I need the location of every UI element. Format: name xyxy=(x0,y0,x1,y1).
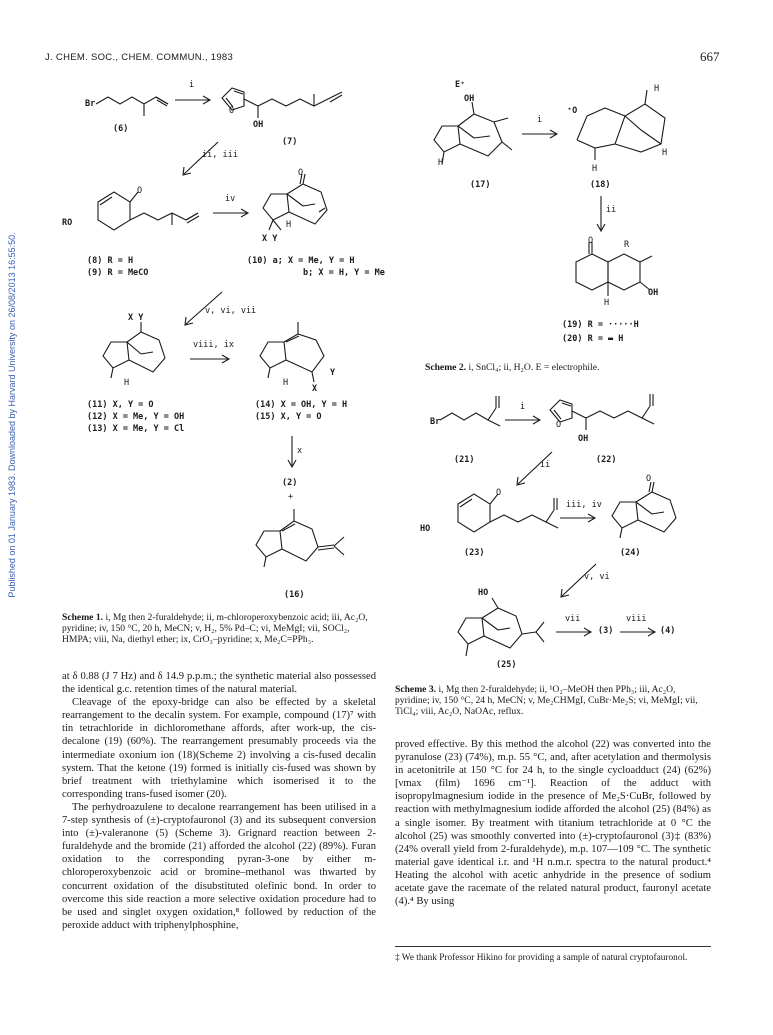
scheme2-arrow-ii-label: ii xyxy=(606,205,617,215)
h-18-top: H xyxy=(654,84,660,94)
compound-23-label: (23) xyxy=(464,548,485,558)
scheme3-arrow-vii xyxy=(556,624,596,638)
h-18-right: H xyxy=(662,148,668,158)
scheme-2-caption-title: Scheme 2. xyxy=(425,362,467,373)
compound-13-label: (13) X = Me, Y = Cl xyxy=(87,424,185,434)
right-column-text xyxy=(395,738,711,908)
compound-10b-label: b; X = H, Y = Me xyxy=(303,268,385,278)
scheme3-arrow-viii-label: viii xyxy=(626,614,647,624)
compound-6-label: (6) xyxy=(113,124,129,134)
br-21: Br xyxy=(430,417,441,427)
arrow-i xyxy=(175,92,215,106)
oh-22: OH xyxy=(578,434,589,444)
label-br: Br xyxy=(85,99,96,109)
ho-25: HO xyxy=(478,588,489,598)
h-19: H xyxy=(604,298,610,308)
scheme-3-caption-title: Scheme 3. xyxy=(395,684,437,695)
xy-11: X Y xyxy=(128,313,144,323)
paragraph-2: Cleavage of the epoxy-bridge can also be effected by a skeletal rearrangement to the decalin system. For example, compound (17)⁷ with tin tetrachloride in dichloromethane affords, after work-up, the cis-decalone (19) (60%). The rearrangement presumably proceeds via the intermediate oxonium ion (18)(Scheme 2) involving a cis-fused decalin system. That the ketone (19) formed is initially cis-fused was shown by brief treatment with triethylamine which isomerised it to the corresponding trans-fused isomer (20). xyxy=(62,697,376,800)
compound-7-label: (7) xyxy=(282,137,298,147)
electrophile-label: E⁺ xyxy=(455,80,466,90)
scheme-1-caption-title: Scheme 1. xyxy=(62,612,104,623)
arrow-ii-iii-label: ii, iii xyxy=(202,150,238,160)
oh-7: OH xyxy=(253,120,264,130)
compound-20-label: (20) R = ▬ H xyxy=(562,334,624,344)
furan-oxygen-22: O xyxy=(556,420,562,430)
arrow-viii-ix-label: viii, ix xyxy=(193,340,234,350)
compound-17-label: (17) xyxy=(470,180,491,190)
left-column-text xyxy=(62,670,376,932)
structure-18 xyxy=(565,86,685,176)
structure-23 xyxy=(438,484,578,554)
compound-2-label: (2) xyxy=(282,478,298,488)
download-watermark: Published on 01 January 1983. Downloaded by Harvard University on 26/08/2013 16:55:50. xyxy=(7,232,17,598)
structure-11-13 xyxy=(95,320,185,400)
scheme3-arrow-v-vi-label: v, vi xyxy=(584,572,610,582)
structure-24 xyxy=(604,478,694,558)
scheme3-arrow-ii-label: ii xyxy=(540,460,551,470)
compound-9-label: (9) R = MeCO xyxy=(87,268,149,278)
arrow-iv-label: iv xyxy=(225,194,236,204)
arrow-i-label: i xyxy=(189,80,195,90)
y-14: Y xyxy=(330,368,336,378)
scheme-2-caption xyxy=(425,362,725,373)
scheme3-arrow-i-label: i xyxy=(520,402,526,412)
footnote: ‡ We thank Professor Hikino for providing a sample of natural cryptofauronol. xyxy=(395,953,688,963)
scheme-1-caption xyxy=(62,612,374,646)
compound-18-label: (18) xyxy=(590,180,611,190)
r-group: R xyxy=(624,240,630,250)
scheme2-arrow-i-label: i xyxy=(537,115,543,125)
paragraph-3: The perhydroazulene to decalone rearrangement has been utilised in a 7-step synthesis of (±)-cryptofauronol (3) and its subsequent conversion into (±)-valeranone (5) (Scheme 3). Grignard reaction between 2-furaldehyde and the bromide (21) afforded the alcohol (22) (89%). Furan oxidation to the corresponding pyran-3-one by either m-chloroperoxybenzoic acid or bromine–methanol was thwarted by concurrent oxidation of the disubstituted olefinic bond. In order to overcome this side reaction a more selective oxidation procedure had to be used and singlet oxygen oxidation,⁸ followed by reduction of the peroxide adduct with triphenylphosphine, xyxy=(62,801,376,931)
structure-8-9 xyxy=(78,182,218,252)
journal-header: J. CHEM. SOC., CHEM. COMMUN., 1983 xyxy=(45,52,234,63)
ketone-oxygen-24: O xyxy=(646,474,652,484)
ketone-oxygen-19: O xyxy=(588,236,594,246)
scheme3-arrow-viii xyxy=(620,624,660,638)
oxonium-label: ⁺O xyxy=(567,106,578,116)
compound-25-label: (25) xyxy=(496,660,517,670)
pyranone-oxygen-23: O xyxy=(496,488,502,498)
scheme3-arrow-iii-iv xyxy=(560,510,600,524)
structure-7 xyxy=(218,78,378,133)
h-18: H xyxy=(592,164,598,174)
structure-6 xyxy=(96,80,176,120)
arrow-v-vi-vii-label: v, vi, vii xyxy=(205,306,257,316)
h-11: H xyxy=(124,378,130,388)
h-10: H xyxy=(286,220,292,230)
plus-sign: + xyxy=(288,492,294,502)
structure-16 xyxy=(248,505,358,585)
h-14: H xyxy=(283,378,289,388)
page-number: 667 xyxy=(700,49,720,64)
structure-22 xyxy=(546,392,686,452)
h-17: H xyxy=(438,158,444,168)
structure-19-20 xyxy=(568,244,678,324)
compound-3-label: (3) xyxy=(598,626,614,636)
compound-10a-label: (10) a; X = Me, Y = H xyxy=(247,256,355,266)
scheme-1-caption-text: i, Mg then 2-furaldehyde; ii, m-chloroperoxybenzoic acid; iii, Ac₂O, pyridine; iv, 150 °C, 20 h, MeCN; v, H₂, 5% Pd–C; vi, MeMgI; vii, SOCl₂, HMPA; viii, Na, diethyl ether; ix, CrO₃–pyridine; x, Me₂C=PPh₃. xyxy=(62,612,368,646)
arrow-viii-ix xyxy=(190,351,234,365)
scheme-3-caption-text: i, Mg then 2-furaldehyde; ii, ¹O₂–MeOH then PPh₃; iii, Ac₂O, pyridine; iv, 150 °C, 24 h, MeCN; v, Me₂CHMgI, CuBr·Me₂S; vi, MeMgI; vii, TiCl₄; viii, Ac₂O, NaOAc, reflux. xyxy=(395,684,698,718)
compound-22-label: (22) xyxy=(596,455,617,465)
oh-19: OH xyxy=(648,288,659,298)
furan-oxygen: O xyxy=(229,106,235,116)
scheme2-arrow-i xyxy=(522,126,562,140)
arrow-iv xyxy=(213,205,253,219)
compound-8-label: (8) R = H xyxy=(87,256,134,266)
compound-4-label: (4) xyxy=(660,626,676,636)
compound-14-label: (14) X = OH, Y = H xyxy=(255,400,348,410)
compound-19-label: (19) R = ·····H xyxy=(562,320,639,330)
compound-16-label: (16) xyxy=(284,590,305,600)
arrow-x-label: x xyxy=(297,446,303,456)
compound-24-label: (24) xyxy=(620,548,641,558)
scheme3-arrow-i xyxy=(505,412,545,426)
scheme3-arrow-vii-label: vii xyxy=(565,614,581,624)
compound-12-label: (12) X = Me, Y = OH xyxy=(87,412,185,422)
paragraph-4: proved effective. By this method the alcohol (22) was converted into the pyranulose (23) (74%), m.p. 55 °C, and, after acetylation and thermolysis in acetonitrile at 150 °C for 24 h, to the single cycloadduct (24) (62%) [νmax (film) 1696 cm⁻¹]. Reaction of the adduct with isopropylmagnesium iodide in the presence of Me₂S·CuBr, followed by reaction with methylmagnesium iodide afforded the alcohol (25) (84%) as a single isomer. By treatment with titanium tetrachloride at 0 °C the alcohol (25) was smoothly converted into (±)-cryptofauronol (3)‡ (83%) (24% overall yield from 2-furaldehyde), m.p. 107—109 °C. The synthetic material gave identical i.r. and ¹H n.m.r. spectra to the natural product.⁴ Heating the alcohol with acetic anhydride in the presence of sodium acetate gave the racemate of the related natural product, fauronyl acetate (4).⁴ By using xyxy=(395,739,711,908)
scheme-3-caption xyxy=(395,684,711,718)
x-14: X xyxy=(312,384,318,394)
scheme3-arrow-iii-iv-label: iii, iv xyxy=(566,500,602,510)
footnote-rule xyxy=(395,946,711,947)
paragraph-1: at δ 0.88 (J 7 Hz) and δ 14.9 p.p.m.; the synthetic material also possessed the identical g.c. retention times of the natural material. xyxy=(62,671,376,696)
ho-23: HO xyxy=(420,524,431,534)
structure-14-15 xyxy=(252,318,342,398)
xy-10: X Y xyxy=(262,234,278,244)
compound-11-label: (11) X, Y = O xyxy=(87,400,154,410)
arrow-ii-iii xyxy=(178,140,228,180)
pyranone-oxygen: O xyxy=(137,186,143,196)
scheme-2-caption-text: i, SnCl₄; ii, H₂O. E = electrophile. xyxy=(468,362,600,373)
compound-21-label: (21) xyxy=(454,455,475,465)
scheme2-arrow-ii xyxy=(594,196,608,236)
ketone-oxygen: O xyxy=(298,168,304,178)
oh-17: OH xyxy=(464,94,475,104)
ro-group: RO xyxy=(62,218,73,228)
compound-15-label: (15) X, Y = O xyxy=(255,412,322,422)
